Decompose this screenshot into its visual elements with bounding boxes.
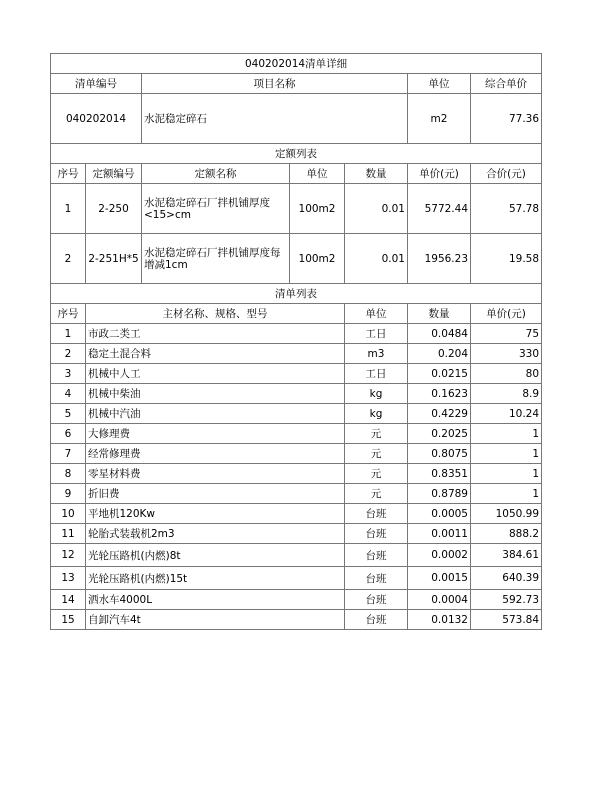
quota-column-header: 数量: [345, 164, 408, 184]
item-price: 77.36: [471, 94, 542, 144]
list-cell: 0.1623: [408, 384, 471, 404]
quota-cell: 2: [51, 234, 86, 284]
table-title: 040202014清单详细: [51, 54, 542, 74]
list-cell: kg: [345, 384, 408, 404]
list-cell: 0.0005: [408, 504, 471, 524]
list-cell: 4: [51, 384, 86, 404]
quota-section-title: 定额列表: [51, 144, 542, 164]
list-cell: 0.0011: [408, 524, 471, 544]
list-column-header: 单位: [345, 304, 408, 324]
list-cell: 8.9: [471, 384, 542, 404]
list-cell: 888.2: [471, 524, 542, 544]
price-label: 综合单价: [471, 74, 542, 94]
list-cell: 元: [345, 484, 408, 504]
quota-cell: 水泥稳定碎石厂拌机铺厚度每增减1cm: [142, 234, 290, 284]
list-cell: 8: [51, 464, 86, 484]
table-row: [51, 444, 542, 464]
code-label: 清单编号: [51, 74, 142, 94]
quota-cell: 水泥稳定碎石厂拌机铺厚度<15>cm: [142, 184, 290, 234]
list-cell: 机械中柴油: [86, 384, 345, 404]
table-row: [51, 524, 542, 544]
quota-column-header: 单位: [290, 164, 345, 184]
list-cell: 台班: [345, 590, 408, 610]
table-row: [51, 610, 542, 630]
table-row: [51, 384, 542, 404]
list-cell: 9: [51, 484, 86, 504]
list-header-row: [51, 304, 542, 324]
list-cell: 384.61: [471, 544, 542, 567]
list-column-header: 单价(元): [471, 304, 542, 324]
list-cell: 工日: [345, 324, 408, 344]
unit-label: 单位: [408, 74, 471, 94]
list-cell: 平地机120Kw: [86, 504, 345, 524]
list-cell: 5: [51, 404, 86, 424]
item-header-row: [51, 74, 542, 94]
list-cell: 1: [471, 424, 542, 444]
quota-column-header: 定额名称: [142, 164, 290, 184]
list-cell: 6: [51, 424, 86, 444]
list-cell: 1: [471, 484, 542, 504]
list-cell: 洒水车4000L: [86, 590, 345, 610]
list-cell: 0.2025: [408, 424, 471, 444]
list-cell: 0.4229: [408, 404, 471, 424]
table-row: [51, 184, 542, 234]
list-cell: 0.8075: [408, 444, 471, 464]
list-cell: 2: [51, 344, 86, 364]
list-cell: 10.24: [471, 404, 542, 424]
list-cell: 0.0132: [408, 610, 471, 630]
item-unit: m2: [408, 94, 471, 144]
list-cell: 0.0484: [408, 324, 471, 344]
table-row: [51, 364, 542, 384]
list-cell: 台班: [345, 544, 408, 567]
list-cell: 光轮压路机(内燃)8t: [86, 544, 345, 567]
list-cell: 台班: [345, 524, 408, 544]
list-cell: 0.0004: [408, 590, 471, 610]
quota-cell: 1: [51, 184, 86, 234]
list-cell: 光轮压路机(内燃)15t: [86, 567, 345, 590]
table-row: [51, 404, 542, 424]
list-cell: 0.0002: [408, 544, 471, 567]
table-row: [51, 344, 542, 364]
quota-cell: 19.58: [471, 234, 542, 284]
list-cell: 元: [345, 424, 408, 444]
list-cell: 0.8351: [408, 464, 471, 484]
detail-table: [50, 53, 542, 630]
list-cell: 大修理费: [86, 424, 345, 444]
list-cell: 1: [471, 444, 542, 464]
list-cell: 14: [51, 590, 86, 610]
quota-cell: 2-250: [86, 184, 142, 234]
table-row: [51, 484, 542, 504]
quota-cell: 5772.44: [408, 184, 471, 234]
list-cell: 经常修理费: [86, 444, 345, 464]
list-cell: 0.204: [408, 344, 471, 364]
list-cell: 12: [51, 544, 86, 567]
list-cell: 592.73: [471, 590, 542, 610]
item-row: [51, 94, 542, 144]
list-column-header: 序号: [51, 304, 86, 324]
list-cell: m3: [345, 344, 408, 364]
table-row: [51, 464, 542, 484]
quota-cell: 100m2: [290, 184, 345, 234]
name-label: 项目名称: [142, 74, 408, 94]
list-cell: 11: [51, 524, 86, 544]
list-cell: 台班: [345, 610, 408, 630]
item-code: 040202014: [51, 94, 142, 144]
list-cell: 13: [51, 567, 86, 590]
quota-cell: 0.01: [345, 184, 408, 234]
quota-cell: 57.78: [471, 184, 542, 234]
list-cell: 轮胎式装载机2m3: [86, 524, 345, 544]
table-row: [51, 590, 542, 610]
table-row: [51, 567, 542, 590]
list-cell: kg: [345, 404, 408, 424]
list-column-header: 主材名称、规格、型号: [86, 304, 345, 324]
list-cell: 台班: [345, 567, 408, 590]
quota-header-row: [51, 164, 542, 184]
quota-column-header: 序号: [51, 164, 86, 184]
item-name: 水泥稳定碎石: [142, 94, 408, 144]
table-row: [51, 544, 542, 567]
list-cell: 80: [471, 364, 542, 384]
list-cell: 573.84: [471, 610, 542, 630]
list-cell: 0.0015: [408, 567, 471, 590]
list-cell: 3: [51, 364, 86, 384]
list-cell: 1050.99: [471, 504, 542, 524]
table-row: [51, 234, 542, 284]
list-cell: 0.8789: [408, 484, 471, 504]
quota-column-header: 合价(元): [471, 164, 542, 184]
list-cell: 640.39: [471, 567, 542, 590]
list-cell: 15: [51, 610, 86, 630]
list-cell: 7: [51, 444, 86, 464]
list-cell: 330: [471, 344, 542, 364]
list-cell: 0.0215: [408, 364, 471, 384]
table-row: [51, 424, 542, 444]
list-cell: 折旧费: [86, 484, 345, 504]
quota-column-header: 定额编号: [86, 164, 142, 184]
list-cell: 稳定土混合料: [86, 344, 345, 364]
list-cell: 机械中人工: [86, 364, 345, 384]
quota-cell: 0.01: [345, 234, 408, 284]
quota-cell: 2-251H*5: [86, 234, 142, 284]
list-column-header: 数量: [408, 304, 471, 324]
quota-cell: 100m2: [290, 234, 345, 284]
list-cell: 元: [345, 444, 408, 464]
list-cell: 元: [345, 464, 408, 484]
list-cell: 市政二类工: [86, 324, 345, 344]
quota-cell: 1956.23: [408, 234, 471, 284]
table-row: [51, 324, 542, 344]
list-cell: 1: [51, 324, 86, 344]
list-cell: 10: [51, 504, 86, 524]
list-cell: 自卸汽车4t: [86, 610, 345, 630]
list-cell: 机械中汽油: [86, 404, 345, 424]
list-section-title: 清单列表: [51, 284, 542, 304]
list-cell: 台班: [345, 504, 408, 524]
list-cell: 75: [471, 324, 542, 344]
list-cell: 1: [471, 464, 542, 484]
list-cell: 工日: [345, 364, 408, 384]
table-row: [51, 504, 542, 524]
list-cell: 零星材料费: [86, 464, 345, 484]
quota-column-header: 单价(元): [408, 164, 471, 184]
